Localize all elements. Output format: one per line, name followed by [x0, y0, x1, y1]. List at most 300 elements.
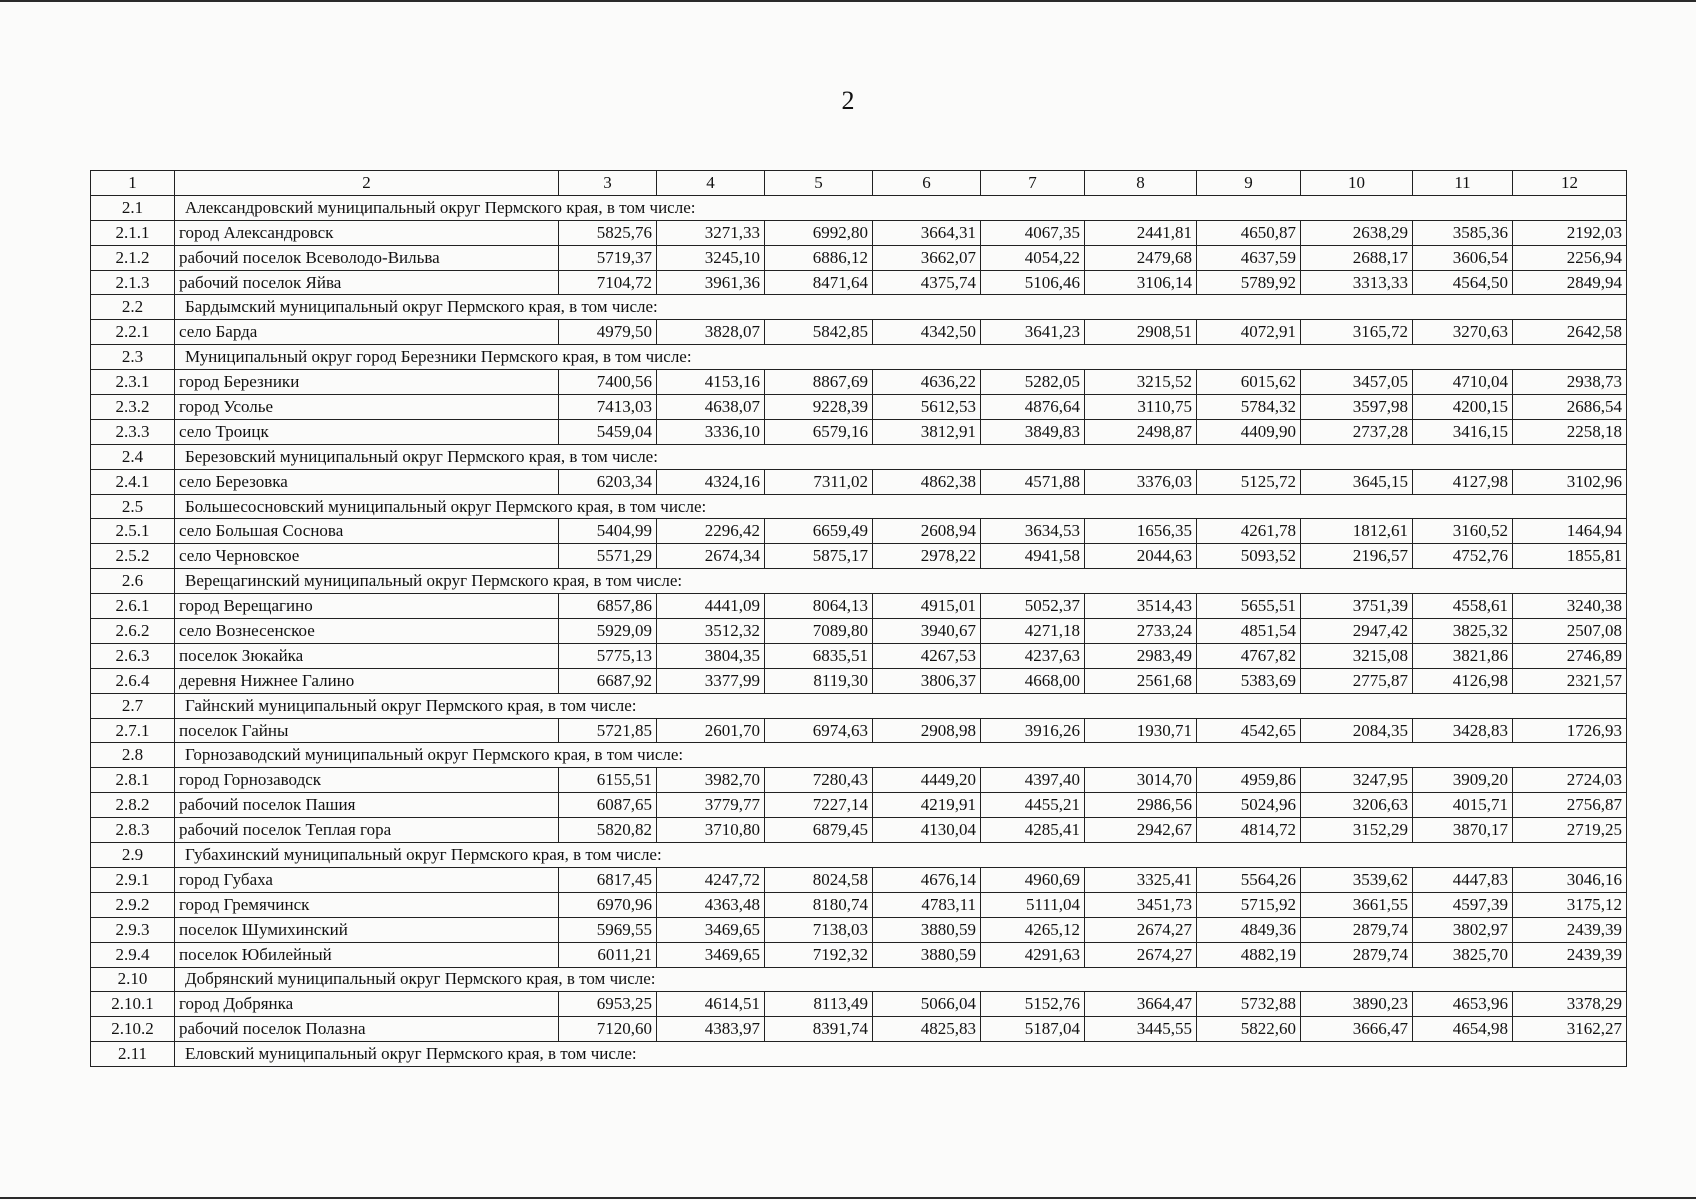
value-cell: 4752,76 [1413, 544, 1513, 569]
value-cell: 3849,83 [981, 419, 1085, 444]
row-code: 2.1 [91, 195, 175, 220]
value-cell: 4247,72 [657, 867, 765, 892]
value-cell: 2321,57 [1513, 668, 1627, 693]
group-row [91, 743, 1627, 768]
table-row [91, 942, 1627, 967]
value-cell: 7311,02 [765, 469, 873, 494]
value-cell: 4542,65 [1197, 718, 1301, 743]
table-row [91, 370, 1627, 395]
value-cell: 2986,56 [1085, 793, 1197, 818]
value-cell: 2084,35 [1301, 718, 1413, 743]
value-cell: 3469,65 [657, 942, 765, 967]
value-cell: 8024,58 [765, 867, 873, 892]
row-code: 2.5 [91, 494, 175, 519]
column-header-8: 8 [1085, 171, 1197, 196]
value-cell: 3245,10 [657, 245, 765, 270]
value-cell: 4219,91 [873, 793, 981, 818]
table-row [91, 1017, 1627, 1042]
value-cell: 3880,59 [873, 942, 981, 967]
value-cell: 3378,29 [1513, 992, 1627, 1017]
value-cell: 4237,63 [981, 643, 1085, 668]
settlement-name: деревня Нижнее Галино [175, 668, 559, 693]
value-cell: 7089,80 [765, 619, 873, 644]
value-cell: 2879,74 [1301, 942, 1413, 967]
row-code: 2.2 [91, 295, 175, 320]
value-cell: 2756,87 [1513, 793, 1627, 818]
row-code: 2.6.3 [91, 643, 175, 668]
value-cell: 4285,41 [981, 818, 1085, 843]
value-cell: 3445,55 [1085, 1017, 1197, 1042]
settlement-name: село Черновское [175, 544, 559, 569]
value-cell: 5383,69 [1197, 668, 1301, 693]
value-cell: 6974,63 [765, 718, 873, 743]
value-cell: 3457,05 [1301, 370, 1413, 395]
row-code: 2.3.3 [91, 419, 175, 444]
row-code: 2.3.2 [91, 395, 175, 420]
row-code: 2.1.2 [91, 245, 175, 270]
value-cell: 2192,03 [1513, 220, 1627, 245]
settlement-name: город Добрянка [175, 992, 559, 1017]
value-cell: 4015,71 [1413, 793, 1513, 818]
value-cell: 2498,87 [1085, 419, 1197, 444]
value-cell: 5066,04 [873, 992, 981, 1017]
value-cell: 8119,30 [765, 668, 873, 693]
value-cell: 1812,61 [1301, 519, 1413, 544]
value-cell: 5775,13 [559, 643, 657, 668]
value-cell: 6087,65 [559, 793, 657, 818]
value-cell: 3634,53 [981, 519, 1085, 544]
value-cell: 3215,08 [1301, 643, 1413, 668]
value-cell: 3514,43 [1085, 594, 1197, 619]
value-cell: 4397,40 [981, 768, 1085, 793]
group-name: Березовский муниципальный округ Пермского края, в том числе: [175, 444, 1627, 469]
settlement-name: город Губаха [175, 867, 559, 892]
value-cell: 3102,96 [1513, 469, 1627, 494]
value-cell: 2296,42 [657, 519, 765, 544]
settlement-name: рабочий поселок Полазна [175, 1017, 559, 1042]
value-cell: 1855,81 [1513, 544, 1627, 569]
value-cell: 4653,96 [1413, 992, 1513, 1017]
value-cell: 3825,70 [1413, 942, 1513, 967]
row-code: 2.10.2 [91, 1017, 175, 1042]
value-cell: 5564,26 [1197, 867, 1301, 892]
settlement-name: село Вознесенское [175, 619, 559, 644]
value-cell: 8391,74 [765, 1017, 873, 1042]
value-cell: 3110,75 [1085, 395, 1197, 420]
value-cell: 3645,15 [1301, 469, 1413, 494]
value-cell: 2196,57 [1301, 544, 1413, 569]
group-name: Добрянский муниципальный округ Пермского края, в том числе: [175, 967, 1627, 992]
value-cell: 3982,70 [657, 768, 765, 793]
value-cell: 2983,49 [1085, 643, 1197, 668]
value-cell: 6155,51 [559, 768, 657, 793]
value-cell: 2608,94 [873, 519, 981, 544]
value-cell: 3313,33 [1301, 270, 1413, 295]
value-cell: 3215,52 [1085, 370, 1197, 395]
value-cell: 4449,20 [873, 768, 981, 793]
row-code: 2.3 [91, 345, 175, 370]
value-cell: 1656,35 [1085, 519, 1197, 544]
value-cell: 4267,53 [873, 643, 981, 668]
value-cell: 3014,70 [1085, 768, 1197, 793]
value-cell: 8867,69 [765, 370, 873, 395]
column-header-1: 1 [91, 171, 175, 196]
column-header-12: 12 [1513, 171, 1627, 196]
value-cell: 7104,72 [559, 270, 657, 295]
value-cell: 3206,63 [1301, 793, 1413, 818]
scan-border-top [0, 0, 1696, 2]
value-cell: 4960,69 [981, 867, 1085, 892]
value-cell: 6857,86 [559, 594, 657, 619]
value-cell: 2908,51 [1085, 320, 1197, 345]
group-name: Горнозаводский муниципальный округ Пермского края, в том числе: [175, 743, 1627, 768]
value-cell: 3152,29 [1301, 818, 1413, 843]
group-name: Муниципальный округ город Березники Пермского края, в том числе: [175, 345, 1627, 370]
value-cell: 7280,43 [765, 768, 873, 793]
table-row [91, 668, 1627, 693]
value-cell: 3175,12 [1513, 892, 1627, 917]
row-code: 2.6.4 [91, 668, 175, 693]
row-code: 2.8.3 [91, 818, 175, 843]
value-cell: 5732,88 [1197, 992, 1301, 1017]
value-cell: 3641,23 [981, 320, 1085, 345]
table-row [91, 469, 1627, 494]
value-cell: 4409,90 [1197, 419, 1301, 444]
table-row [91, 419, 1627, 444]
value-cell: 2479,68 [1085, 245, 1197, 270]
value-cell: 3162,27 [1513, 1017, 1627, 1042]
row-code: 2.5.1 [91, 519, 175, 544]
value-cell: 5187,04 [981, 1017, 1085, 1042]
value-cell: 3779,77 [657, 793, 765, 818]
table-row [91, 793, 1627, 818]
value-cell: 2879,74 [1301, 917, 1413, 942]
value-cell: 5842,85 [765, 320, 873, 345]
value-cell: 4126,98 [1413, 668, 1513, 693]
value-cell: 4915,01 [873, 594, 981, 619]
row-code: 2.5.2 [91, 544, 175, 569]
value-cell: 3512,32 [657, 619, 765, 644]
settlement-name: село Троицк [175, 419, 559, 444]
value-cell: 5404,99 [559, 519, 657, 544]
value-cell: 4265,12 [981, 917, 1085, 942]
value-cell: 4862,38 [873, 469, 981, 494]
value-cell: 2256,94 [1513, 245, 1627, 270]
row-code: 2.7.1 [91, 718, 175, 743]
group-name: Еловский муниципальный округ Пермского края, в том числе: [175, 1042, 1627, 1067]
value-cell: 4597,39 [1413, 892, 1513, 917]
value-cell: 4825,83 [873, 1017, 981, 1042]
settlement-name: рабочий поселок Яйва [175, 270, 559, 295]
row-code: 2.8.2 [91, 793, 175, 818]
group-name: Александровский муниципальный округ Пермского края, в том числе: [175, 195, 1627, 220]
table-header-row [91, 171, 1627, 196]
settlement-name: город Горнозаводск [175, 768, 559, 793]
value-cell: 3271,33 [657, 220, 765, 245]
value-cell: 6970,96 [559, 892, 657, 917]
value-cell: 6953,25 [559, 992, 657, 1017]
row-code: 2.6.2 [91, 619, 175, 644]
value-cell: 5929,09 [559, 619, 657, 644]
value-cell: 4558,61 [1413, 594, 1513, 619]
value-cell: 2688,17 [1301, 245, 1413, 270]
value-cell: 5789,92 [1197, 270, 1301, 295]
column-header-5: 5 [765, 171, 873, 196]
value-cell: 5719,37 [559, 245, 657, 270]
group-row [91, 1042, 1627, 1067]
table-row [91, 594, 1627, 619]
value-cell: 3240,38 [1513, 594, 1627, 619]
group-row [91, 295, 1627, 320]
value-cell: 5459,04 [559, 419, 657, 444]
settlement-name: поселок Гайны [175, 718, 559, 743]
scan-border-bottom [0, 1197, 1696, 1199]
value-cell: 4614,51 [657, 992, 765, 1017]
value-cell: 4324,16 [657, 469, 765, 494]
settlement-name: поселок Зюкайка [175, 643, 559, 668]
value-cell: 3710,80 [657, 818, 765, 843]
value-cell: 4849,36 [1197, 917, 1301, 942]
value-cell: 3539,62 [1301, 867, 1413, 892]
value-cell: 4447,83 [1413, 867, 1513, 892]
value-cell: 3046,16 [1513, 867, 1627, 892]
value-cell: 4455,21 [981, 793, 1085, 818]
value-cell: 7138,03 [765, 917, 873, 942]
value-cell: 2947,42 [1301, 619, 1413, 644]
value-cell: 2719,25 [1513, 818, 1627, 843]
value-cell: 4710,04 [1413, 370, 1513, 395]
value-cell: 4271,18 [981, 619, 1085, 644]
value-cell: 6015,62 [1197, 370, 1301, 395]
value-cell: 4814,72 [1197, 818, 1301, 843]
group-name: Гайнский муниципальный округ Пермского края, в том числе: [175, 693, 1627, 718]
value-cell: 3666,47 [1301, 1017, 1413, 1042]
value-cell: 7192,32 [765, 942, 873, 967]
group-row [91, 693, 1627, 718]
value-cell: 4383,97 [657, 1017, 765, 1042]
value-cell: 3821,86 [1413, 643, 1513, 668]
table-row [91, 818, 1627, 843]
column-header-6: 6 [873, 171, 981, 196]
table-row [91, 619, 1627, 644]
value-cell: 6687,92 [559, 668, 657, 693]
value-cell: 4882,19 [1197, 942, 1301, 967]
row-code: 2.9 [91, 843, 175, 868]
value-cell: 3606,54 [1413, 245, 1513, 270]
table-row [91, 320, 1627, 345]
value-cell: 2439,39 [1513, 942, 1627, 967]
value-cell: 2942,67 [1085, 818, 1197, 843]
value-cell: 4067,35 [981, 220, 1085, 245]
value-cell: 3825,32 [1413, 619, 1513, 644]
column-header-3: 3 [559, 171, 657, 196]
value-cell: 7227,14 [765, 793, 873, 818]
value-cell: 2601,70 [657, 718, 765, 743]
value-cell: 2938,73 [1513, 370, 1627, 395]
value-cell: 3804,35 [657, 643, 765, 668]
table-row [91, 245, 1627, 270]
value-cell: 2507,08 [1513, 619, 1627, 644]
value-cell: 4200,15 [1413, 395, 1513, 420]
value-cell: 4979,50 [559, 320, 657, 345]
value-cell: 3961,36 [657, 270, 765, 295]
value-cell: 4637,59 [1197, 245, 1301, 270]
value-cell: 3377,99 [657, 668, 765, 693]
value-cell: 4668,00 [981, 668, 1085, 693]
value-cell: 3270,63 [1413, 320, 1513, 345]
group-name: Бардымский муниципальный округ Пермского края, в том числе: [175, 295, 1627, 320]
value-cell: 2849,94 [1513, 270, 1627, 295]
group-row [91, 345, 1627, 370]
settlement-name: рабочий поселок Пашия [175, 793, 559, 818]
value-cell: 5969,55 [559, 917, 657, 942]
value-cell: 3661,55 [1301, 892, 1413, 917]
value-cell: 5024,96 [1197, 793, 1301, 818]
group-row [91, 444, 1627, 469]
value-cell: 4851,54 [1197, 619, 1301, 644]
row-code: 2.8.1 [91, 768, 175, 793]
value-cell: 3469,65 [657, 917, 765, 942]
value-cell: 4941,58 [981, 544, 1085, 569]
value-cell: 6992,80 [765, 220, 873, 245]
value-cell: 3664,47 [1085, 992, 1197, 1017]
value-cell: 5111,04 [981, 892, 1085, 917]
value-cell: 5875,17 [765, 544, 873, 569]
value-cell: 3940,67 [873, 619, 981, 644]
value-cell: 2441,81 [1085, 220, 1197, 245]
value-cell: 6817,45 [559, 867, 657, 892]
column-header-9: 9 [1197, 171, 1301, 196]
value-cell: 2439,39 [1513, 917, 1627, 942]
table-body [91, 171, 1627, 1067]
value-cell: 5825,76 [559, 220, 657, 245]
row-code: 2.1.3 [91, 270, 175, 295]
value-cell: 4638,07 [657, 395, 765, 420]
value-cell: 6579,16 [765, 419, 873, 444]
table-row [91, 519, 1627, 544]
page-number: 2 [841, 86, 855, 115]
value-cell: 6835,51 [765, 643, 873, 668]
value-cell: 5282,05 [981, 370, 1085, 395]
value-cell: 4261,78 [1197, 519, 1301, 544]
value-cell: 6886,12 [765, 245, 873, 270]
value-cell: 3376,03 [1085, 469, 1197, 494]
row-code: 2.6 [91, 569, 175, 594]
value-cell: 5721,85 [559, 718, 657, 743]
value-cell: 3806,37 [873, 668, 981, 693]
value-cell: 7413,03 [559, 395, 657, 420]
row-code: 2.8 [91, 743, 175, 768]
value-cell: 2674,27 [1085, 942, 1197, 967]
value-cell: 2724,03 [1513, 768, 1627, 793]
value-cell: 5125,72 [1197, 469, 1301, 494]
table-row [91, 768, 1627, 793]
value-cell: 6011,21 [559, 942, 657, 967]
group-row [91, 843, 1627, 868]
row-code: 2.4.1 [91, 469, 175, 494]
column-header-4: 4 [657, 171, 765, 196]
value-cell: 4571,88 [981, 469, 1085, 494]
value-cell: 6879,45 [765, 818, 873, 843]
value-cell: 3870,17 [1413, 818, 1513, 843]
table-row [91, 718, 1627, 743]
settlement-name: село Березовка [175, 469, 559, 494]
value-cell: 5106,46 [981, 270, 1085, 295]
settlement-name: город Гремячинск [175, 892, 559, 917]
value-cell: 5612,53 [873, 395, 981, 420]
value-cell: 9228,39 [765, 395, 873, 420]
row-code: 2.11 [91, 1042, 175, 1067]
group-row [91, 494, 1627, 519]
value-cell: 3802,97 [1413, 917, 1513, 942]
value-cell: 3828,07 [657, 320, 765, 345]
table-row [91, 643, 1627, 668]
value-cell: 5655,51 [1197, 594, 1301, 619]
value-cell: 2746,89 [1513, 643, 1627, 668]
value-cell: 2674,34 [657, 544, 765, 569]
value-cell: 2737,28 [1301, 419, 1413, 444]
row-code: 2.2.1 [91, 320, 175, 345]
value-cell: 4676,14 [873, 867, 981, 892]
value-cell: 5052,37 [981, 594, 1085, 619]
value-cell: 3664,31 [873, 220, 981, 245]
value-cell: 3325,41 [1085, 867, 1197, 892]
group-row [91, 195, 1627, 220]
value-cell: 2686,54 [1513, 395, 1627, 420]
value-cell: 2908,98 [873, 718, 981, 743]
row-code: 2.3.1 [91, 370, 175, 395]
value-cell: 5784,32 [1197, 395, 1301, 420]
settlement-name: рабочий поселок Теплая гора [175, 818, 559, 843]
value-cell: 2978,22 [873, 544, 981, 569]
settlement-name: город Березники [175, 370, 559, 395]
row-code: 2.9.3 [91, 917, 175, 942]
value-cell: 5093,52 [1197, 544, 1301, 569]
value-cell: 3247,95 [1301, 768, 1413, 793]
value-cell: 3106,14 [1085, 270, 1197, 295]
settlement-name: город Усолье [175, 395, 559, 420]
value-cell: 3751,39 [1301, 594, 1413, 619]
row-code: 2.1.1 [91, 220, 175, 245]
value-cell: 2642,58 [1513, 320, 1627, 345]
value-cell: 3662,07 [873, 245, 981, 270]
value-cell: 4441,09 [657, 594, 765, 619]
value-cell: 3812,91 [873, 419, 981, 444]
row-code: 2.9.4 [91, 942, 175, 967]
value-cell: 4291,63 [981, 942, 1085, 967]
value-cell: 3597,98 [1301, 395, 1413, 420]
settlement-name: поселок Шумихинский [175, 917, 559, 942]
settlement-name: село Барда [175, 320, 559, 345]
value-cell: 5152,76 [981, 992, 1085, 1017]
value-cell: 3416,15 [1413, 419, 1513, 444]
row-code: 2.9.1 [91, 867, 175, 892]
value-cell: 4130,04 [873, 818, 981, 843]
table-row [91, 220, 1627, 245]
value-cell: 7400,56 [559, 370, 657, 395]
value-cell: 1464,94 [1513, 519, 1627, 544]
value-cell: 3585,36 [1413, 220, 1513, 245]
value-cell: 4636,22 [873, 370, 981, 395]
group-name: Большесосновский муниципальный округ Пермского края, в том числе: [175, 494, 1627, 519]
value-cell: 3428,83 [1413, 718, 1513, 743]
value-cell: 4127,98 [1413, 469, 1513, 494]
row-code: 2.7 [91, 693, 175, 718]
value-cell: 3890,23 [1301, 992, 1413, 1017]
settlement-name: город Александровск [175, 220, 559, 245]
column-header-2: 2 [175, 171, 559, 196]
value-cell: 6203,34 [559, 469, 657, 494]
